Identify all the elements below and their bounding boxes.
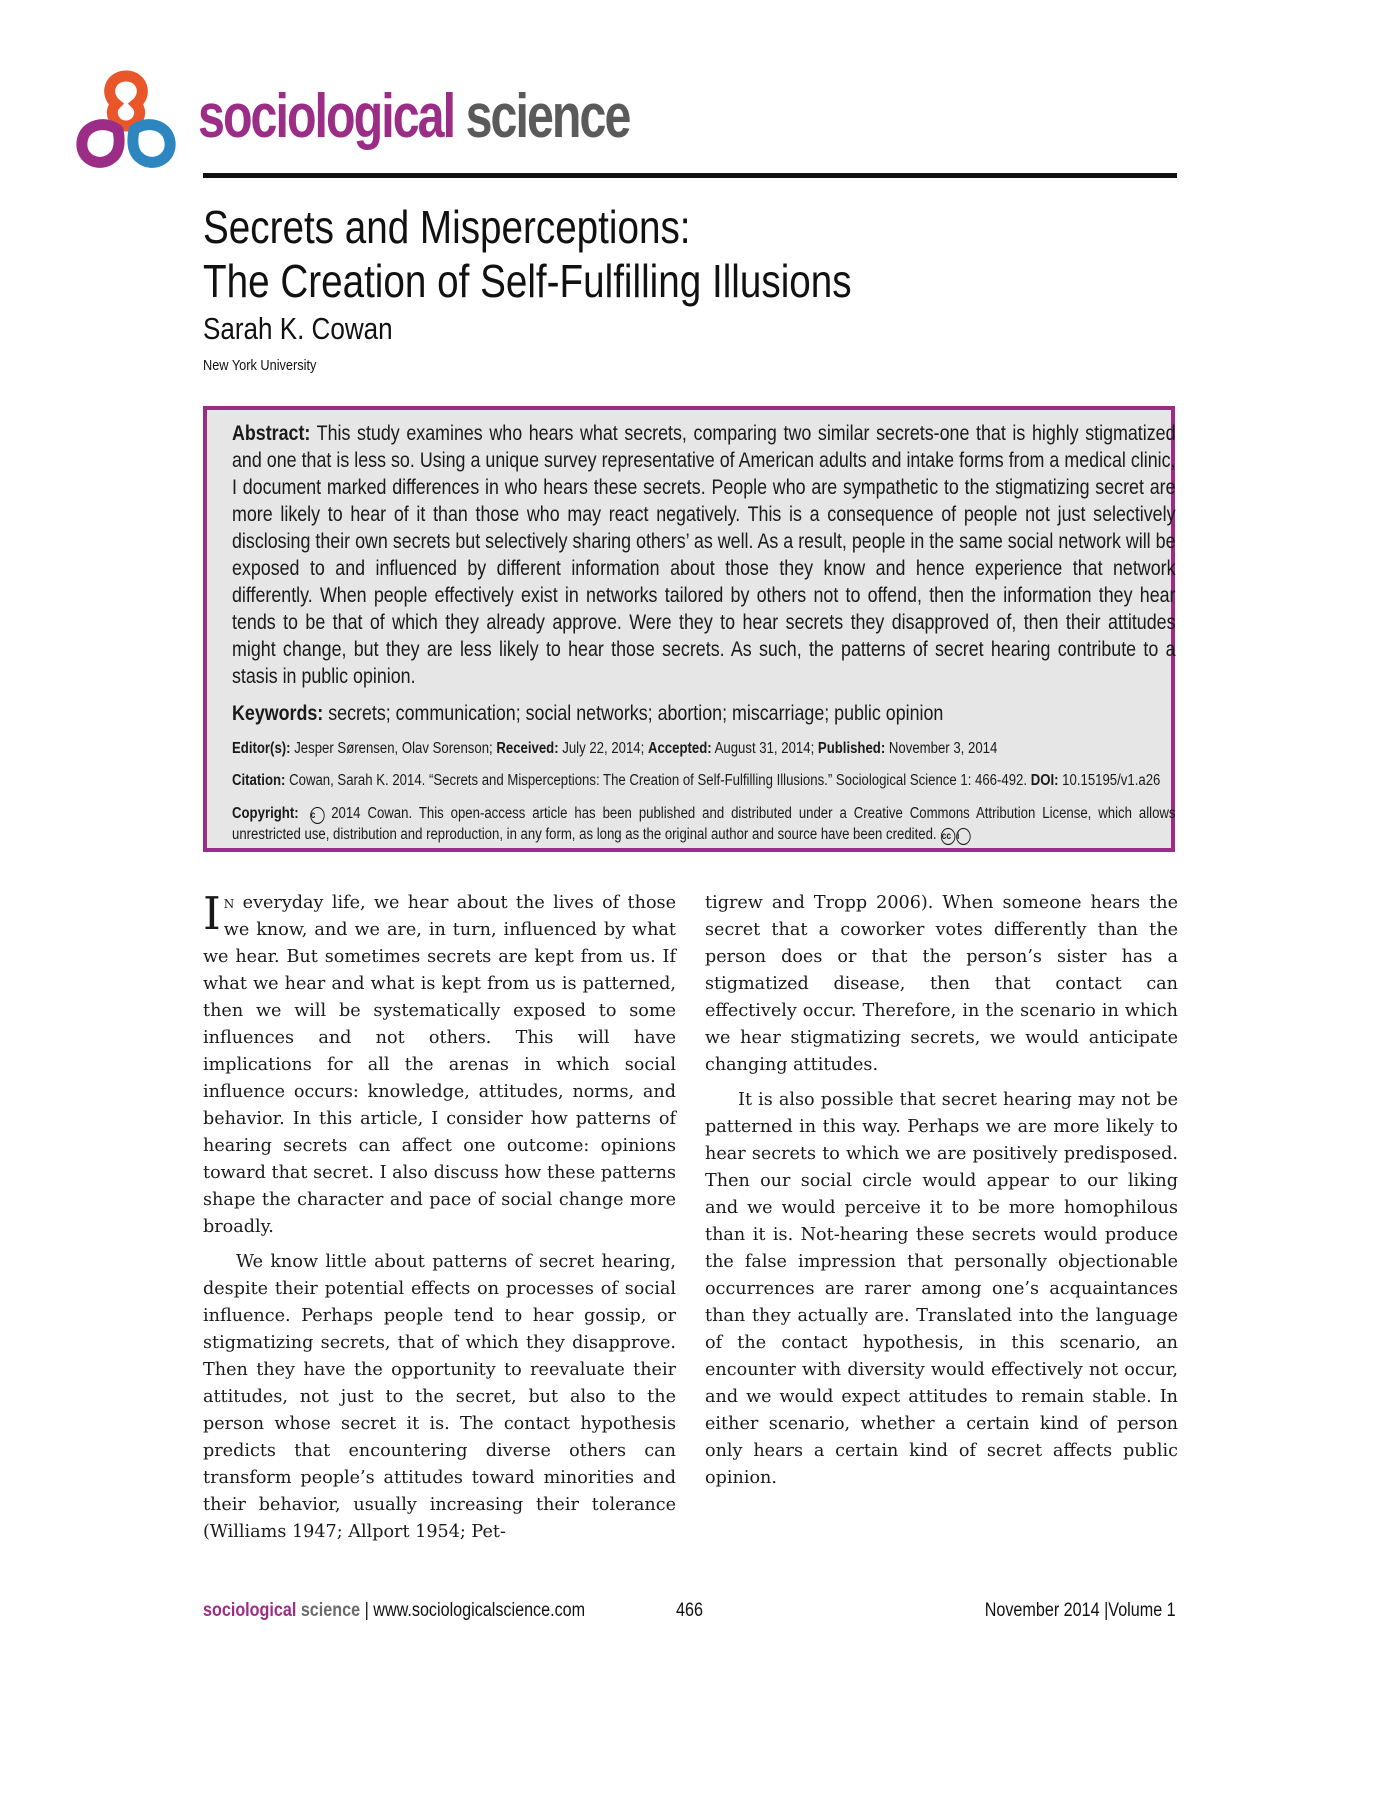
page-number: 466 [676,1600,703,1621]
copyright-label: Copyright: [232,805,299,822]
lead-caps: n [223,893,235,913]
footer-right [985,1600,1176,1622]
journal-logo-icon [70,68,182,176]
received-label: Received: [496,740,559,757]
accepted-label: Accepted: [647,740,712,757]
journal-name-part1: sociological [198,82,455,151]
footer-journal-part2: science [300,1600,361,1621]
published-value: November 3, 2014 [888,740,998,757]
body-column-right [705,890,1178,1492]
copyright-symbol-icon: c [309,803,324,824]
citation-label: Citation: [232,772,286,789]
footer-volume: Volume 1 [1108,1600,1176,1621]
journal-name [198,82,630,151]
published-label: Published: [817,740,886,757]
keywords-text: secrets; communication; social networks; abortion; miscarriage; public opinion [328,702,944,725]
author-name: Sarah K. Cowan [203,311,393,346]
attribution-icon: i [956,828,970,845]
footer-url[interactable]: www.sociologicalscience.com [373,1600,586,1621]
footer-separator-right: | [1104,1600,1109,1621]
footer-date: November 2014 [985,1600,1100,1621]
title-line-1: Secrets and Misperceptions: [203,201,691,253]
body-paragraph [203,887,676,1241]
copyright-text: 2014 Cowan. This open-access article has been published and distributed under a Creative Commons Attribution License, which allows unrestricted use, distribution and reproduction, in any form, as long as the original author and source have been credited. [232,805,1176,843]
title-line-2: The Creation of Self-Fulfilling Illusions [203,255,852,307]
abstract-box [203,406,1175,852]
editors-label: Editor(s): [232,740,291,757]
doi-label: DOI: [1030,772,1059,789]
received-value: July 22, 2014; [562,740,645,757]
keywords-line [232,700,1176,727]
abstract-label: Abstract: [232,422,311,445]
body-column-left [203,887,676,1546]
author-affiliation: New York University [203,357,317,374]
editors-value: Jesper Sørensen, Olav Sorenson; [294,740,493,757]
keywords-label: Keywords: [232,702,324,725]
right-paragraph-1: tigrew and Tropp 2006). When someone hears the secret that a coworker votes differently than the person does or that the person’s sister has a stigmatized disease, then that contact can effectively occur. Therefore, in the scenario in which we hear stigmatizing secrets, we would anticipate changing attitudes. [705,893,1178,1075]
cc-icon: cc [941,828,955,845]
abstract-text: This study examines who hears what secrets, comparing two similar secrets-one that is highly stigmatized and one that is less so. Using a unique survey representative of American adults and intake forms from a medical clinic, I document marked differences in who hears these secrets. People who are sympathetic to the stigmatizing secret are more likely to hear of it than those who may react negatively. This is a consequence of people not just selectively disclosing their own secrets but selectively sharing others’ as well. As a result, people in the same social network will be exposed to and influenced by different information about those they know and hence experience that network differently. When people effectively exist in networks tailored by others not to offend, then the information they hear tends to be that of which they already approve. Were they to hear secrets they disapproved of, then their attitudes might change, but they are less likely to hear those secrets. As such, the patterns of secret hearing contribute to a stasis in public opinion. [232,422,1176,688]
left-paragraph-2: We know little about patterns of secret hearing, despite their potential effects on processes of social influence. Perhaps people tend to hear gossip, or stigmatizing secrets, that of which they disapprove. Then they have the opportunity to reevaluate their attitudes, not just to the secret, but also to the person whose secret it is. The contact hypothesis predicts that encountering diverse others can transform people’s attitudes toward minorities and their behavior, usually increasing their tolerance (Williams 1947; Allport 1954; Pet- [203,1252,676,1542]
creative-commons-icon [940,824,971,845]
article-title [203,200,852,308]
citation-text: Cowan, Sarah K. 2014. “Secrets and Misperceptions: The Creation of Self-Fulfilling Illusions.” Sociological Science 1: 466-492. [289,772,1028,789]
right-paragraph-2: It is also possible that secret hearing may not be patterned in this way. Perhaps we are more likely to hear secrets to which we are positively predisposed. Then our social circle would appear to our liking and we would perceive it to be more homophilous than it is. Not-hearing these secrets would produce the false impression that personally objectionable occurrences are rarer among one’s acquaintances than they actually are. Translated into the language of the contact hypothesis, in this scenario, an encounter with diversity would effectively not occur, and we would expect attitudes to remain stable. In either scenario, whether a certain kind of person only hears a certain kind of secret affects public opinion. [705,1090,1178,1488]
abstract-paragraph [232,420,1176,690]
footer-journal-part1: sociological [203,1600,297,1621]
footer-separator: | [364,1600,369,1621]
editorial-dates [232,739,1176,759]
copyright-line [232,803,1176,845]
header-rule [203,173,1177,178]
journal-name-part2: science [465,82,630,151]
footer-left [203,1600,585,1622]
left-paragraph-1: everyday life, we hear about the lives of those we know, and we are, in turn, influenced by what we hear. But sometimes secrets are kept from us. If what we hear and what is kept from us is patterned, then we will be systematically exposed to some influences and not others. This will have implications for all the arenas in which social influence occurs: knowledge, attitudes, norms, and behavior. In this article, I consider how patterns of hearing secrets can affect one outcome: opinions toward that secret. I also discuss how these patterns shape the character and pace of social change more broadly. [203,893,676,1237]
citation-line [232,771,1176,791]
drop-cap: I [203,887,221,940]
accepted-value: August 31, 2014; [714,740,815,757]
doi-link[interactable]: 10.15195/v1.a26 [1062,772,1161,789]
